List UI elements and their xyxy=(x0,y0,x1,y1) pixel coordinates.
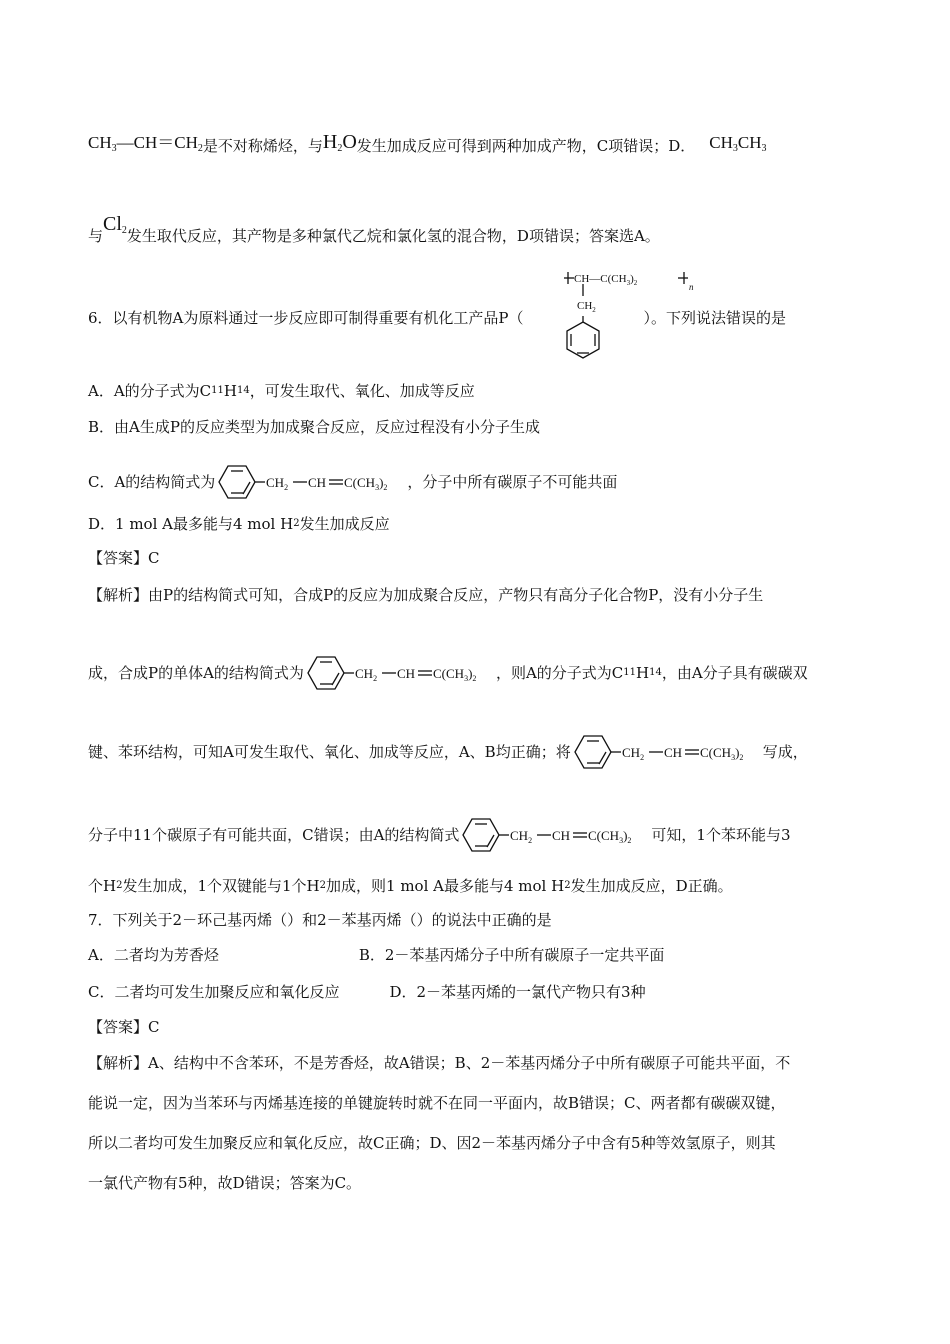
svg-text:CH2: $CH_2$ xyxy=(354,666,377,683)
svg-text:CH2: $CH_2$ xyxy=(577,300,596,314)
explanation-text: 个H xyxy=(88,877,117,895)
text-segment: 是不对称烯烃，与 xyxy=(202,136,323,155)
question-6-answer xyxy=(88,548,868,568)
svg-text:C(CH3)2: $C(CH_3)_2$ xyxy=(588,828,632,845)
monomer-a-structure xyxy=(215,462,407,502)
explanation-text: H xyxy=(635,664,650,682)
monomer-a-structure xyxy=(571,732,763,772)
question-6-explanation-3 xyxy=(88,732,868,772)
option-text: C．二者均可发生加聚反应和氧化反应 xyxy=(88,983,340,1001)
text-segment: 与 xyxy=(88,226,104,245)
question-7-explanation-1 xyxy=(88,1053,868,1073)
explanation-text: 【解析】A、结构中不含苯环，不是芳香烃，故A错误；B、2－苯基丙烯分子中所有碳原子可能共平面，不 xyxy=(88,1054,791,1072)
question-7-stem xyxy=(88,910,868,930)
question-7-options-cd xyxy=(88,982,868,1002)
formula-chlorine: $Cl_2$ xyxy=(103,213,127,236)
question-6-option-c xyxy=(88,462,868,502)
explanation-text: 写成， xyxy=(762,743,808,761)
monomer-a-structure xyxy=(459,815,651,855)
option-text: H xyxy=(223,382,237,400)
option-text: B．由A生成P的反应类型为加成聚合反应，反应过程没有小分子生成 xyxy=(88,418,540,436)
explanation-text: ，由A分子具有碳碳双 xyxy=(661,664,808,682)
option-text: D．2－苯基丙烯的一氯代产物只有3种 xyxy=(389,983,646,1001)
question-6-stem xyxy=(88,308,868,328)
explanation-text: 发生加成，1个双键能与1个H xyxy=(122,877,320,895)
question-text: 7．下列关于2－环己基丙烯（）和2－苯基丙烯（）的说法中正确的是 xyxy=(88,911,552,929)
question-6-option-d: D．1 mol A最多能与4 mol H 2 发生加成反应 xyxy=(88,515,390,533)
option-text: A．A的分子式为C xyxy=(88,382,212,400)
question-7-answer xyxy=(88,1017,868,1037)
question-6-option-a: A．A的分子式为C 11 H 14 ，可发生取代、氧化、加成等反应 xyxy=(88,382,475,400)
svg-text:CH: CH xyxy=(552,828,571,843)
question-6-explanation-2: 成，合成P的单体A的结构简式为 $CH_2$ CH $C(CH_3)_2$ ，则A的分子式为C 11 H 14 ，由A分子具有碳碳双 xyxy=(88,653,868,693)
question-7-explanation-3 xyxy=(88,1133,868,1153)
svg-text:CH2: $CH_2$ xyxy=(266,475,289,492)
svg-text:CH: CH xyxy=(396,666,415,681)
monomer-a-structure xyxy=(304,653,496,693)
formula-ethane: $CH_3CH_3$ xyxy=(709,132,767,154)
option-text: B．2－苯基丙烯分子中所有碳原子一定共平面 xyxy=(358,946,665,964)
formula-water: $H_2O$ xyxy=(322,131,357,154)
text-segment: ）。下列说法错误的是 xyxy=(643,309,786,327)
option-text: D．1 mol A最多能与4 mol H xyxy=(88,515,294,533)
formula-propene: $CH_3—CH=CH_2$ xyxy=(88,132,203,154)
svg-text:CH2: $CH_2$ xyxy=(510,828,533,845)
svg-text:CH—C(CH3)2: $CH—C(CH_3)_2$ xyxy=(574,273,638,287)
svg-text:C(CH3)2: $C(CH_3)_2$ xyxy=(344,475,388,492)
text-segment: 6．以有机物A为原料通过一步反应即可制得重要有机化工产品P（ xyxy=(88,309,524,327)
text-segment: 发生取代反应，其产物是多种氯代乙烷和氯化氢的混合物，D项错误；答案选A。 xyxy=(126,226,660,245)
explanation-text: 键、苯环结构，可知A可发生取代、氧化、加成等反应，A、B均正确；将 xyxy=(88,743,571,761)
explanation-text: 【解析】由P的结构简式可知，合成P的反应为加成聚合反应，产物只有高分子化合物P，没有小分子生 xyxy=(88,586,764,604)
option-text: C．A的结构简式为 xyxy=(88,473,216,491)
text-line-2 xyxy=(88,213,868,249)
question-7-explanation-2 xyxy=(88,1093,868,1113)
svg-text:C(CH3)2: $C(CH_3)_2$ xyxy=(699,745,744,762)
option-text: ，可发生取代、氧化、加成等反应 xyxy=(249,382,475,400)
option-text: ，分子中所有碳原子不可能共面 xyxy=(407,473,618,491)
option-text: 发生加成反应 xyxy=(299,515,390,533)
explanation-text: 所以二者均可发生加聚反应和氧化反应，故C正确；D、因2－苯基丙烯分子中含有5种等效氢原子，则其 xyxy=(88,1134,776,1152)
text-segment: 发生加成反应可得到两种加成产物，C项错误；D． xyxy=(356,136,696,155)
question-6-explanation-5: 个H 2 发生加成，1个双键能与1个H 2 加成，则1 mol A最多能与4 mol H 2 发生加成反应，D正确。 xyxy=(88,877,733,895)
question-6-explanation-4 xyxy=(88,815,868,855)
explanation-text: 分子中11个碳原子有可能共面，C错误；由A的结构简式 xyxy=(88,826,460,844)
explanation-text: 加成，则1 mol A最多能与4 mol H xyxy=(326,877,565,895)
answer-text: 【答案】C xyxy=(88,1018,160,1036)
svg-text:CH2: $CH_2$ xyxy=(621,745,644,762)
option-text: A．二者均为芳香烃 xyxy=(88,946,219,964)
explanation-text: 发生加成反应，D正确。 xyxy=(570,877,733,895)
svg-text:CH: CH xyxy=(663,745,682,760)
question-7-options-ab xyxy=(88,945,868,965)
explanation-text: 可知，1个苯环能与3 xyxy=(651,826,791,844)
svg-text:C(CH3)2: $C(CH_3)_2$ xyxy=(432,666,477,683)
svg-text:n: n xyxy=(689,282,694,292)
question-6-explanation-1 xyxy=(88,585,868,605)
svg-text:CH: CH xyxy=(308,475,327,490)
explanation-text: 一氯代产物有5种，故D错误；答案为C。 xyxy=(88,1174,362,1192)
explanation-text: 成，合成P的单体A的结构简式为 xyxy=(88,664,304,682)
question-7-explanation-4 xyxy=(88,1173,868,1193)
explanation-text: 能说一定，因为当苯环与丙烯基连接的单键旋转时就不在同一平面内，故B错误；C、两者都有碳碳双键， xyxy=(88,1094,786,1112)
question-6-option-b xyxy=(88,417,868,437)
text-line-1 xyxy=(88,132,868,159)
explanation-text: ，则A的分子式为C xyxy=(495,664,624,682)
polymer-p-structure xyxy=(560,264,700,364)
answer-text: 【答案】C xyxy=(88,549,160,567)
